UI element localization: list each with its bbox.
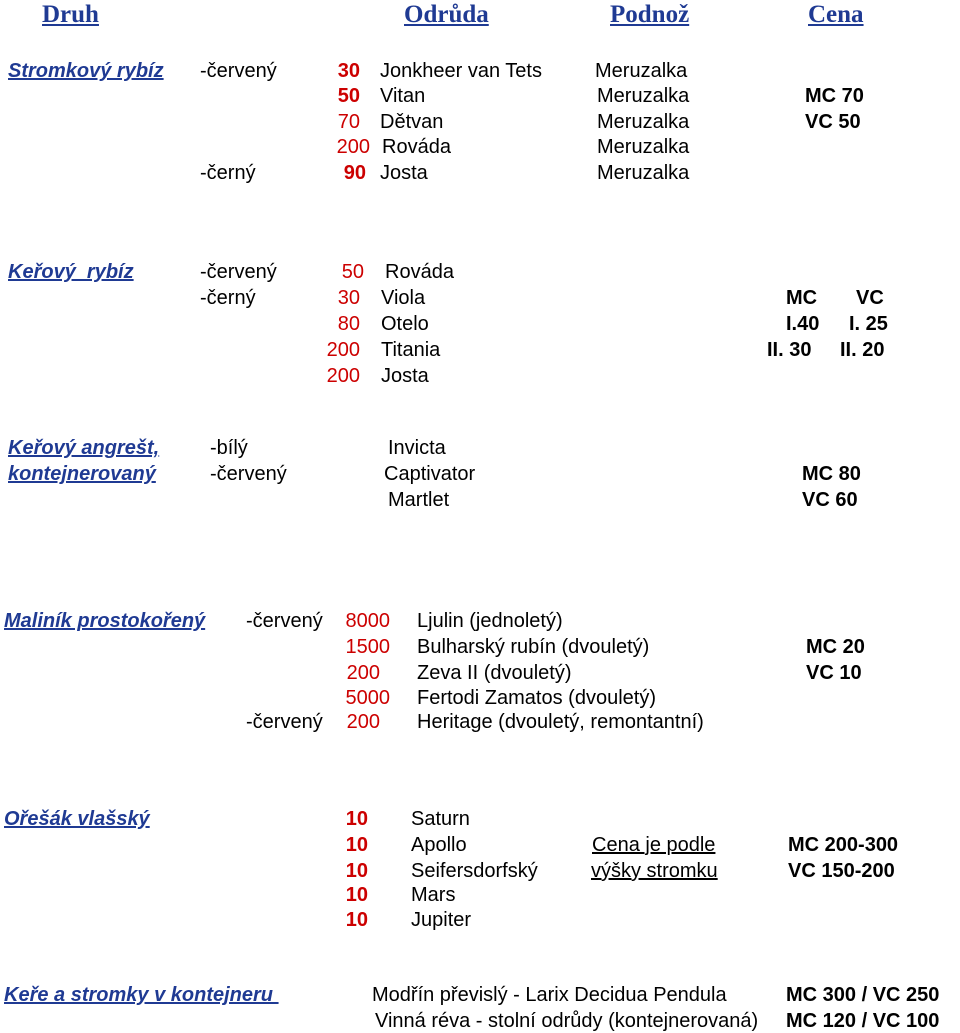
- variety-name: Martlet: [388, 489, 450, 511]
- quantity: 70: [337, 111, 360, 133]
- rootstock: Meruzalka: [597, 111, 690, 133]
- variety-name: Captivator: [384, 463, 476, 485]
- category-title: Keřový rybíz: [8, 261, 134, 283]
- price-mc: MC 20: [806, 636, 865, 658]
- price-mc-heading: MC: [786, 287, 818, 309]
- price-mc: MC 80: [802, 463, 861, 485]
- price-vc-heading: VC: [856, 287, 884, 309]
- quantity: 5000: [345, 687, 390, 709]
- quantity: 200: [336, 136, 370, 158]
- type-label: -červený: [246, 610, 323, 632]
- quantity: 200: [326, 365, 360, 387]
- variety-name: Josta: [381, 365, 429, 387]
- quantity: 200: [346, 662, 380, 684]
- price-vc: VC 60: [802, 489, 858, 511]
- variety-name: Apollo: [411, 834, 467, 856]
- price-mc-tier-1: I.40: [786, 313, 820, 335]
- price-vc: VC 50: [805, 111, 861, 133]
- type-label: -červený: [210, 463, 287, 485]
- rootstock: Meruzalka: [595, 60, 688, 82]
- quantity: 30: [337, 287, 360, 309]
- quantity: 10: [345, 834, 368, 856]
- type-label: -červený: [200, 60, 277, 82]
- price-note: Cena je podle: [592, 834, 716, 856]
- variety-name: Jonkheer van Tets: [380, 60, 542, 82]
- variety-name: Vitan: [380, 85, 426, 107]
- product-price: MC 300 / VC 250: [786, 984, 940, 1006]
- variety-name: Viola: [381, 287, 426, 309]
- product-name: Vinná réva - stolní odrůdy (kontejnerovaná): [375, 1010, 759, 1032]
- price-mc: MC 70: [805, 85, 864, 107]
- variety-name: Mars: [411, 884, 456, 906]
- variety-name: Dětvan: [380, 111, 444, 133]
- type-label: -černý: [200, 162, 256, 184]
- category-title: Keřový angrešt,: [8, 437, 160, 459]
- quantity: 90: [343, 162, 366, 184]
- rootstock: Meruzalka: [597, 162, 690, 184]
- variety-name: Rováda: [382, 136, 451, 158]
- quantity: 8000: [345, 610, 390, 632]
- variety-name: Fertodi Zamatos (dvouletý): [417, 687, 656, 709]
- variety-name: Josta: [380, 162, 428, 184]
- quantity: 10: [345, 808, 368, 830]
- type-label: -černý: [200, 287, 256, 309]
- price-note: výšky stromku: [591, 860, 718, 882]
- price-vc: VC 10: [806, 662, 862, 684]
- price-vc-tier-1: I. 25: [849, 313, 888, 335]
- type-label: -bílý: [210, 437, 248, 459]
- price-mc: MC 200-300: [788, 834, 899, 856]
- category-title: Ořešák vlašský: [4, 808, 150, 830]
- product-name: Modřín převislý - Larix Decidua Pendula: [372, 984, 727, 1006]
- quantity: 10: [345, 909, 368, 931]
- category-title: Maliník prostokořený: [4, 610, 206, 632]
- product-price: MC 120 / VC 100: [786, 1010, 940, 1032]
- rootstock: Meruzalka: [597, 136, 690, 158]
- variety-name: Heritage (dvouletý, remontantní): [417, 711, 704, 733]
- variety-name: Ljulin (jednoletý): [417, 610, 563, 632]
- variety-name: Zeva II (dvouletý): [417, 662, 572, 684]
- variety-name: Titania: [381, 339, 441, 361]
- quantity: 200: [326, 339, 360, 361]
- variety-name: Jupiter: [411, 909, 472, 931]
- category-title: Keře a stromky v kontejneru: [4, 984, 279, 1006]
- column-header-odrudy: Odrůda: [404, 1, 489, 28]
- quantity: 10: [345, 860, 368, 882]
- price-vc: VC 150-200: [788, 860, 895, 882]
- category-title: Stromkový rybíz: [8, 60, 164, 82]
- quantity: 50: [337, 85, 360, 107]
- quantity: 10: [345, 884, 368, 906]
- column-header-druh: Druh: [42, 1, 99, 28]
- variety-name: Rováda: [385, 261, 454, 283]
- variety-name: Seifersdorfský: [411, 860, 538, 882]
- variety-name: Saturn: [411, 808, 470, 830]
- column-header-cena: Cena: [808, 1, 864, 28]
- type-label: -červený: [200, 261, 277, 283]
- category-subtitle: kontejnerovaný: [8, 463, 156, 485]
- quantity: 1500: [345, 636, 390, 658]
- column-header-podnoz: Podnož: [610, 1, 690, 28]
- type-label: -červený: [246, 711, 323, 733]
- rootstock: Meruzalka: [597, 85, 690, 107]
- quantity: 80: [337, 313, 360, 335]
- quantity: 30: [337, 60, 360, 82]
- variety-name: Bulharský rubín (dvouletý): [417, 636, 650, 658]
- variety-name: Otelo: [381, 313, 429, 335]
- price-vc-tier-2: II. 20: [840, 339, 885, 361]
- variety-name: Invicta: [388, 437, 446, 459]
- quantity: 200: [346, 711, 380, 733]
- quantity: 50: [341, 261, 364, 283]
- price-mc-tier-2: II. 30: [767, 339, 812, 361]
